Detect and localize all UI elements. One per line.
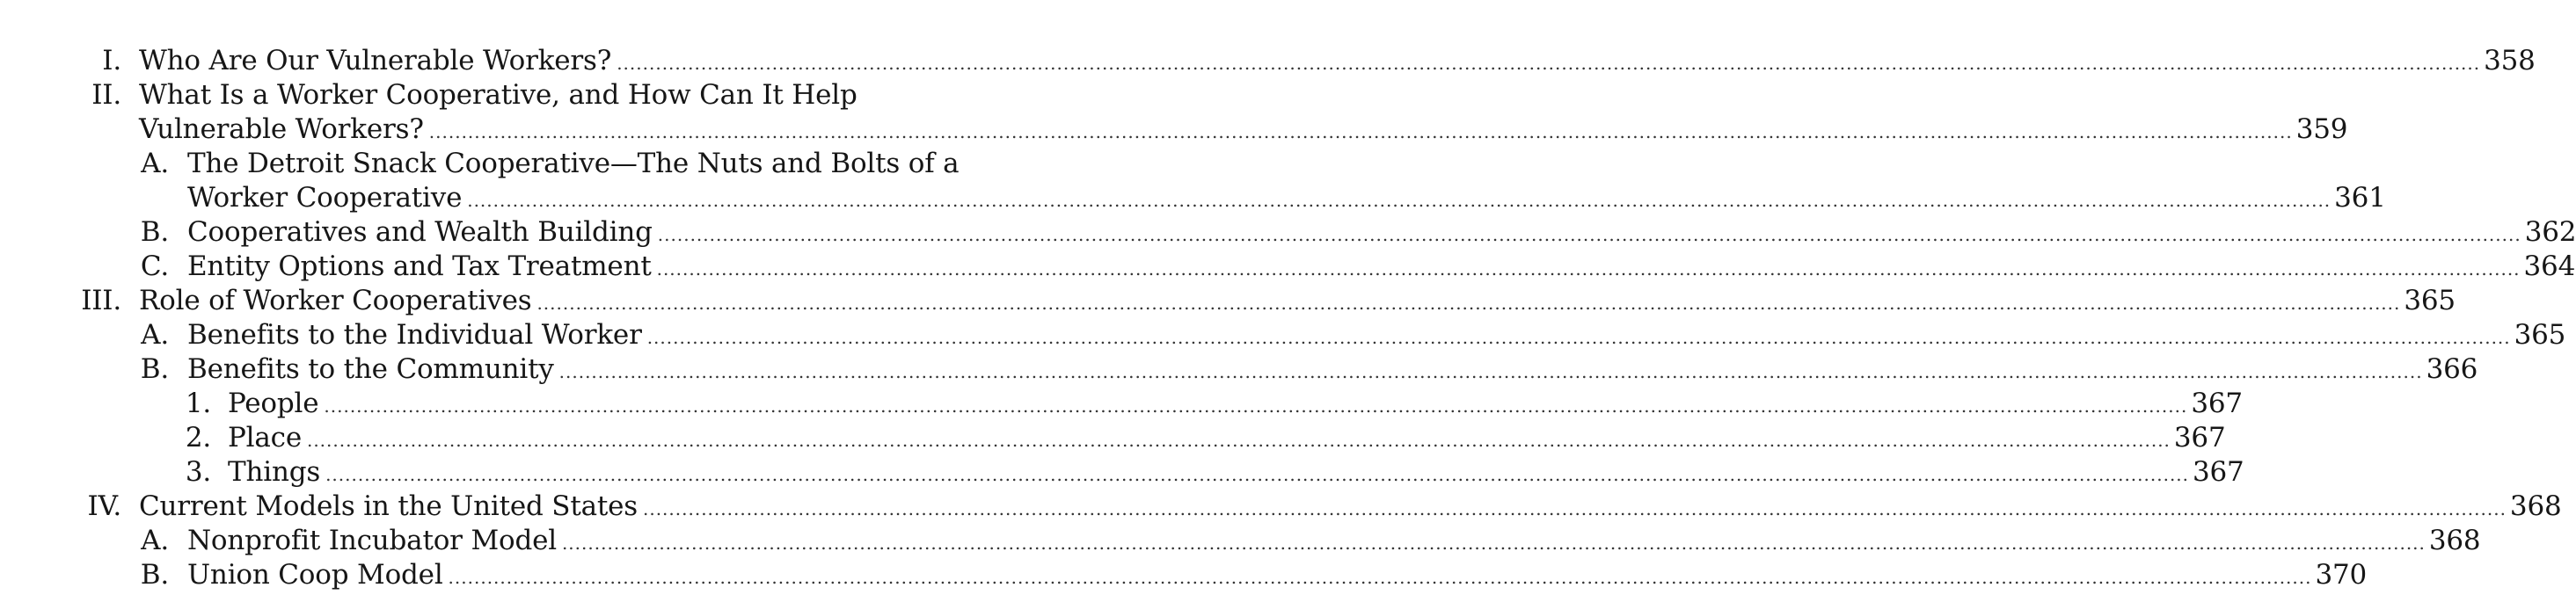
dot-leader: [643, 492, 2507, 526]
toc-entry-title: Benefits to the Community: [187, 353, 554, 385]
toc-entry-line: [228, 455, 2244, 492]
dot-leader: [307, 424, 2171, 458]
toc-entry-title: Benefits to the Individual Worker: [187, 319, 642, 351]
dot-leader: [467, 184, 2331, 218]
toc-entry-line: [187, 558, 2368, 595]
toc-entry-line: [139, 44, 2536, 81]
toc-entry-number: A.: [141, 525, 169, 556]
toc-entry-number: 3.: [185, 456, 211, 488]
toc-entry-page: 365: [2514, 319, 2566, 351]
dot-leader: [657, 252, 2521, 287]
toc-entry-line: [187, 318, 2566, 355]
toc-entry-continuation[interactable]: [0, 181, 2386, 215]
toc-entry[interactable]: [0, 524, 2481, 558]
toc-entry-line: [139, 284, 2456, 321]
dot-leader: [658, 218, 2521, 252]
dot-leader: [429, 115, 2293, 149]
toc-entry-number: IV.: [87, 490, 121, 522]
toc-entry-page: 361: [2334, 182, 2386, 214]
toc-entry[interactable]: [0, 250, 2576, 284]
toc-entry-title-line1: The Detroit Snack Cooperative—The Nuts and Bolts of a: [187, 148, 960, 179]
toc-entry[interactable]: [0, 44, 2536, 78]
toc-entry-page: 368: [2428, 525, 2481, 556]
toc-entry-page: 359: [2295, 113, 2348, 145]
toc-entry-number: C.: [140, 250, 169, 282]
toc-entry-title: Role of Worker Cooperatives: [139, 285, 532, 316]
toc-entry-page: 365: [2404, 285, 2456, 316]
toc-entry-line: [187, 524, 2481, 561]
toc-entry[interactable]: [0, 558, 2368, 592]
toc-entry-line: [139, 112, 2348, 149]
toc-entry-title: Union Coop Model: [187, 559, 443, 591]
toc-entry-page: 366: [2426, 353, 2478, 385]
toc-entry-line: [228, 387, 2243, 424]
toc-entry[interactable]: [0, 318, 2566, 352]
toc-entry-page: 358: [2484, 45, 2536, 76]
toc-entry[interactable]: [0, 78, 1143, 112]
toc-entry-page: 368: [2509, 490, 2562, 522]
toc-entry-title: People: [228, 388, 319, 419]
toc-entry[interactable]: [0, 387, 2243, 421]
toc-entry-number: III.: [81, 285, 121, 316]
toc-entry-title: Nonprofit Incubator Model: [187, 525, 557, 556]
toc-entry-page: 367: [2173, 422, 2226, 454]
toc-entry-title: Cooperatives and Wealth Building: [187, 216, 653, 248]
toc-entry-number: B.: [140, 559, 169, 591]
toc-entry-number: A.: [141, 319, 169, 351]
toc-entry-page: 370: [2315, 559, 2368, 591]
toc-entry-line: [187, 215, 2576, 252]
table-of-contents: [0, 44, 2576, 592]
dot-leader: [617, 47, 2480, 81]
toc-entry[interactable]: [0, 215, 2576, 250]
toc-entry-number: B.: [140, 216, 169, 248]
toc-entry-page: 364: [2523, 250, 2576, 282]
toc-entry-title-line1: What Is a Worker Cooperative, and How Can It Help: [139, 79, 857, 111]
dot-leader: [559, 355, 2423, 389]
toc-entry-number: B.: [140, 353, 169, 385]
toc-entry[interactable]: [0, 455, 2244, 490]
toc-entry-line: [139, 490, 2562, 526]
toc-entry[interactable]: [0, 352, 2478, 387]
toc-entry-title: Vulnerable Workers?: [139, 113, 424, 145]
toc-entry-title: Place: [228, 422, 302, 454]
toc-entry-number: I.: [102, 45, 121, 76]
toc-entry-number: A.: [141, 148, 169, 179]
toc-entry-page: 367: [2191, 388, 2243, 419]
toc-entry-page: 362: [2524, 216, 2576, 248]
dot-leader: [536, 287, 2400, 321]
toc-entry-title: Worker Cooperative: [187, 182, 463, 214]
toc-entry-line: [187, 250, 2576, 287]
toc-entry-continuation[interactable]: [0, 112, 2348, 147]
dot-leader: [647, 321, 2511, 355]
toc-entry-number: 1.: [185, 388, 211, 419]
toc-entry-line: [187, 181, 2386, 218]
toc-entry-line: [187, 352, 2478, 389]
toc-entry-number: 2.: [185, 422, 211, 454]
dot-leader: [562, 526, 2426, 561]
toc-entry-line: [228, 421, 2226, 458]
dot-leader: [325, 458, 2189, 492]
dot-leader: [449, 561, 2312, 595]
toc-entry-title: Things: [228, 456, 321, 488]
toc-entry[interactable]: [0, 147, 1143, 181]
toc-entry[interactable]: [0, 284, 2456, 318]
toc-entry-number: II.: [91, 79, 121, 111]
toc-entry[interactable]: [0, 421, 2226, 455]
toc-entry[interactable]: [0, 490, 2562, 524]
dot-leader: [324, 389, 2187, 424]
toc-entry-title: Who Are Our Vulnerable Workers?: [139, 45, 612, 76]
toc-entry-title: Entity Options and Tax Treatment: [187, 250, 652, 282]
toc-entry-title: Current Models in the United States: [139, 490, 638, 522]
toc-entry-page: 367: [2193, 456, 2244, 488]
